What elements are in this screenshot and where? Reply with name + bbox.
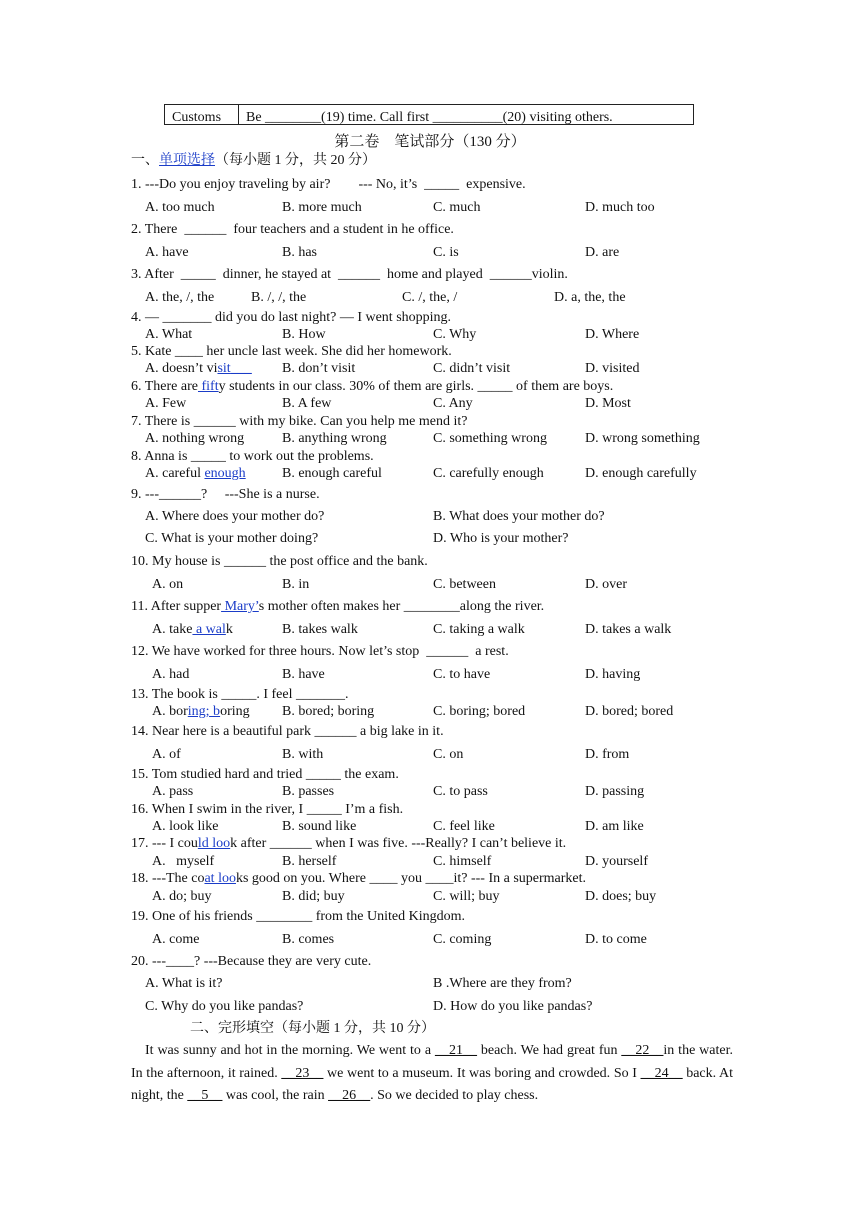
stem-text: y students in our class. 30% of them are girls. _____ of them are boys. (218, 379, 614, 394)
part1-heading (131, 152, 376, 170)
stem-text: 18. ---The co (131, 871, 205, 886)
option-a: A. Few (145, 396, 187, 411)
cloze-blank: __5__ (187, 1088, 223, 1103)
option-b: B. bored; boring (282, 704, 375, 719)
question-5-stem: 5. Kate ____ her uncle last week. She did her homework. (131, 344, 452, 359)
option-a: A. do; buy (152, 889, 212, 904)
option-c: C. What is your mother doing? (145, 531, 319, 546)
option-b: B. herself (282, 854, 337, 869)
question-9-options-row1 (0, 508, 860, 526)
option-a (152, 703, 250, 721)
option-b: B. anything wrong (282, 431, 387, 446)
option-a (152, 621, 233, 639)
option-d: D. much too (585, 200, 655, 215)
question-9-stem: 9. ---______? ---She is a nurse. (131, 487, 320, 502)
question-9-options-row2 (0, 530, 860, 548)
cloze-blank: __24__ (640, 1065, 683, 1081)
option-d: D. wrong something (585, 431, 700, 446)
option-a: A. too much (145, 200, 215, 215)
question-18-stem (131, 870, 586, 888)
stem-text: s mother often makes her ________along the river. (258, 599, 545, 614)
option-c: C. Why do you like pandas? (145, 999, 304, 1014)
option-c: C. feel like (433, 819, 495, 834)
option-d: D. enough carefully (585, 466, 697, 481)
option-c: C. taking a walk (433, 622, 525, 637)
option-b: B. don’t visit (282, 361, 356, 376)
question-10-stem: 10. My house is ______ the post office and the bank. (131, 554, 428, 569)
option-b: B. with (282, 747, 324, 762)
question-6-stem (131, 378, 613, 396)
option-a: A. on (152, 577, 184, 592)
option-b: B. sound like (282, 819, 357, 834)
option-a-link[interactable]: a wal (192, 622, 226, 637)
option-b: B. A few (282, 396, 332, 411)
option-d: D. am like (585, 819, 644, 834)
paragraph-text: . So we decided to play chess. (370, 1088, 539, 1103)
option-c: C. to have (433, 667, 491, 682)
paragraph-text: back. At night, the (131, 1065, 734, 1103)
option-c: C. Any (433, 396, 473, 411)
option-a-link-blank[interactable]: ___ (230, 361, 252, 376)
question-20-options-row2 (0, 998, 860, 1016)
question-3-stem: 3. After _____ dinner, he stayed at ______ home and played ______violin. (131, 267, 568, 282)
question-15-stem: 15. Tom studied hard and tried _____ the exam. (131, 767, 399, 782)
option-d: D. from (585, 747, 630, 762)
option-c: C. between (433, 577, 496, 592)
option-c: C. boring; bored (433, 704, 526, 719)
question-7-options (0, 430, 860, 448)
cloze-blank: __21__ (434, 1043, 477, 1058)
option-c: C. Why (433, 327, 477, 342)
option-d: D. How do you like pandas? (433, 999, 593, 1014)
option-c: C. is (433, 245, 459, 260)
stem-link[interactable]: at loo (204, 871, 236, 886)
option-b: B. passes (282, 784, 335, 799)
option-b: B .Where are they from? (433, 976, 572, 991)
paragraph-text: was cool, the rain (222, 1088, 329, 1103)
option-a-link[interactable]: enough (204, 466, 246, 481)
option-a: A. What (145, 327, 193, 342)
option-a: A. the, /, the (145, 290, 215, 305)
question-17-stem (131, 835, 566, 853)
cloze-paragraph (131, 1040, 733, 1108)
customs-table-row (164, 104, 694, 125)
question-2-stem: 2. There ______ four teachers and a student in he office. (131, 222, 454, 237)
option-a-link[interactable]: ing; b (187, 704, 221, 719)
option-a: A. of (152, 747, 181, 762)
option-b: B. has (282, 245, 317, 260)
option-b: B. takes walk (282, 622, 358, 637)
question-14-options (0, 746, 860, 764)
option-b: B. What does your mother do? (433, 509, 605, 524)
option-a-text: k (225, 622, 233, 637)
paragraph-text: beach. We had great fun (476, 1043, 622, 1058)
question-20-stem: 20. ---____? ---Because they are very cute. (131, 954, 372, 969)
option-d: D. bored; bored (585, 704, 674, 719)
stem-link[interactable]: Mary’ (221, 599, 259, 614)
question-8-options (0, 465, 860, 483)
question-17-options (0, 853, 860, 871)
question-16-options (0, 818, 860, 836)
option-a: A. myself (152, 854, 215, 869)
question-4-options (0, 326, 860, 344)
stem-text: 11. After supper (131, 599, 222, 614)
option-d: D. over (585, 577, 627, 592)
option-a-text: A. bor (152, 704, 188, 719)
option-c: C. on (433, 747, 464, 762)
question-1-stem: 1. ---Do you enjoy traveling by air? --- No, it’s _____ expensive. (131, 177, 526, 192)
option-a-text: A. take (152, 622, 193, 637)
question-15-options (0, 783, 860, 801)
cloze-blank: __22__ (621, 1043, 664, 1058)
question-16-stem: 16. When I swim in the river, I _____ I’m a fish. (131, 802, 404, 817)
option-b: B. in (282, 577, 310, 592)
cloze-blank: __23__ (281, 1065, 324, 1081)
option-c: C. didn’t visit (433, 361, 511, 376)
part1-number: 一、 (131, 153, 159, 168)
option-c: C. carefully enough (433, 466, 544, 481)
option-d: D. yourself (585, 854, 648, 869)
option-a: A. Where does your mother do? (145, 509, 325, 524)
option-d: D. takes a walk (585, 622, 672, 637)
option-d: D. visited (585, 361, 640, 376)
question-12-stem: 12. We have worked for three hours. Now let’s stop ______ a rest. (131, 644, 509, 659)
option-d: D. are (585, 245, 620, 260)
question-10-options (0, 576, 860, 594)
question-8-stem: 8. Anna is _____ to work out the problems. (131, 449, 374, 464)
option-a (145, 465, 246, 483)
question-5-options (0, 360, 860, 378)
option-c: C. something wrong (433, 431, 547, 446)
paragraph-text: we went to a museum. It was boring and crowded. So I (323, 1065, 641, 1081)
option-a (145, 360, 252, 378)
option-c: C. much (433, 200, 481, 215)
stem-link[interactable]: ld loo (197, 836, 231, 851)
question-11-stem (131, 598, 544, 616)
option-a: A. come (152, 932, 200, 947)
question-19-options (0, 931, 860, 949)
question-11-options (0, 621, 860, 639)
option-a-link[interactable]: sit (217, 361, 231, 376)
customs-label: Customs (165, 105, 239, 125)
option-a: A. pass (152, 784, 194, 799)
question-6-options (0, 395, 860, 413)
option-c: C. will; buy (433, 889, 500, 904)
question-13-options (0, 703, 860, 721)
question-2-options (0, 244, 860, 262)
option-a: A. look like (152, 819, 219, 834)
option-b: B. enough careful (282, 466, 382, 481)
question-13-stem: 13. The book is _____. I feel _______. (131, 687, 349, 702)
cloze-blank: __26__ (328, 1088, 371, 1103)
question-14-stem: 14. Near here is a beautiful park ______ a big lake in it. (131, 724, 444, 739)
question-4-stem: 4. — _______ did you do last night? — I went shopping. (131, 310, 452, 325)
option-d: D. having (585, 667, 641, 682)
option-a: A. have (145, 245, 189, 260)
question-3-options (0, 289, 860, 307)
option-d: D. Most (585, 396, 631, 411)
option-d: D. Who is your mother? (433, 531, 569, 546)
option-c: C. himself (433, 854, 492, 869)
option-a: A. nothing wrong (145, 431, 245, 446)
option-d: D. a, the, the (554, 290, 626, 305)
option-c: C. to pass (433, 784, 488, 799)
option-b: B. How (282, 327, 326, 342)
stem-text: 6. There are (131, 379, 198, 394)
part1-title-link[interactable]: 单项选择 (159, 153, 215, 168)
question-20-options-row1 (0, 975, 860, 993)
question-18-options (0, 888, 860, 906)
part1-title-rest: （每小题 1 分，共 20 分） (215, 153, 376, 168)
option-a-text: A. careful (145, 466, 205, 481)
question-7-stem: 7. There is ______ with my bike. Can you help me mend it? (131, 414, 468, 429)
stem-link[interactable]: fift (197, 379, 219, 394)
option-b: B. have (282, 667, 325, 682)
option-b: B. did; buy (282, 889, 345, 904)
option-d: D. Where (585, 327, 640, 342)
stem-text: 17. --- I cou (131, 836, 198, 851)
option-d: D. does; buy (585, 889, 657, 904)
section-title: 第二卷 笔试部分（130 分） (334, 134, 526, 150)
option-a: A. had (152, 667, 190, 682)
part2-heading: 二、完形填空（每小题 1 分，共 10 分） (190, 1021, 435, 1036)
option-a-text: oring (220, 704, 250, 719)
stem-text: k after ______ when I was five. ---Really? I can’t believe it. (230, 836, 567, 851)
customs-text: Be ________(19) time. Call first __________(20) visiting others. (246, 110, 613, 125)
option-b: B. comes (282, 932, 335, 947)
option-a: A. What is it? (145, 976, 223, 991)
option-a-text: A. doesn’t vi (145, 361, 218, 376)
option-d: D. passing (585, 784, 645, 799)
option-c: C. coming (433, 932, 492, 947)
stem-text: ks good on you. Where ____ you ____it? --- In a supermarket. (235, 871, 587, 886)
option-b: B. more much (282, 200, 362, 215)
question-12-options (0, 666, 860, 684)
option-d: D. to come (585, 932, 647, 947)
option-c: C. /, the, / (402, 290, 458, 305)
option-b: B. /, /, the (251, 290, 307, 305)
question-1-options (0, 199, 860, 217)
question-19-stem: 19. One of his friends ________ from the United Kingdom. (131, 909, 466, 924)
paragraph-text: It was sunny and hot in the morning. We went to a (145, 1043, 435, 1058)
paragraph-text: in the water. In the afternoon, it rained. (131, 1043, 733, 1081)
